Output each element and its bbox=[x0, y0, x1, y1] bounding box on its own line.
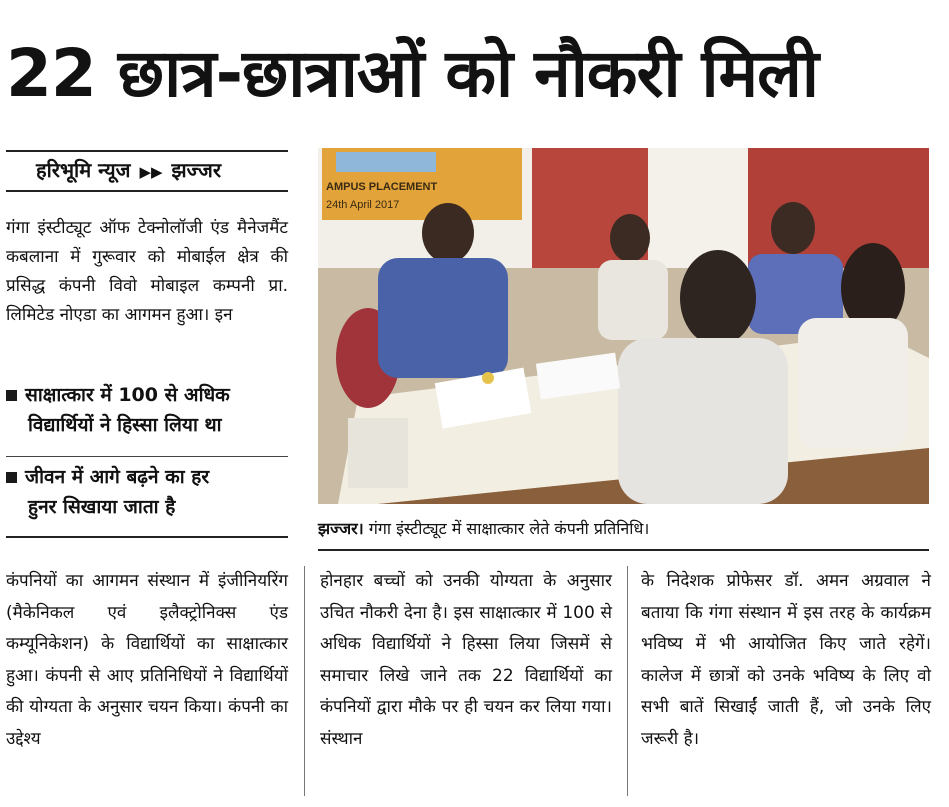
column-divider bbox=[627, 566, 628, 796]
byline-top-rule bbox=[6, 150, 288, 152]
byline-bottom-rule bbox=[6, 190, 288, 192]
banner-line1: AMPUS PLACEMENT bbox=[326, 181, 438, 193]
highlight-line: साक्षात्कार में 100 से अधिक bbox=[25, 384, 230, 406]
byline-arrow-icon: ▶▶ bbox=[139, 163, 163, 181]
column-text: होनहार बच्चों को उनकी योग्यता के अनुसार उचित नौकरी देना है। इस साक्षात्कार में 100 से अधिक विद्यार्थियों ने हिस्सा लिया जिसमें से समाचार लिखे जाने तक 22 विद्यार्थियों का कंपनियों द्वारा मौके पर ही चयन कर लिया गया। संस्थान bbox=[320, 571, 612, 749]
bullet-square-icon bbox=[6, 390, 17, 401]
caption-place: झज्जर। bbox=[318, 519, 364, 538]
article-column bbox=[6, 566, 288, 755]
headline: 22 छात्र-छात्राओं को नौकरी मिली bbox=[6, 35, 818, 112]
article-column bbox=[641, 566, 931, 755]
interview-scene-illustration bbox=[318, 148, 929, 504]
column-text: कंपनियों का आगमन संस्थान में इंजीनियरिंग (मैकेनिकल एवं इलैक्ट्रोनिक्स एंड कम्यूनिकेशन) के विद्यार्थियों का साक्षात्कार हुआ। कंपनी से आए प्रतिनिधियों ने विद्यार्थियों की योग्यता के अनुसार चयन किया। कंपनी का उद्देश्य bbox=[6, 571, 288, 749]
byline bbox=[36, 154, 288, 186]
highlight-line: जीवन में आगे बढ़ने का हर bbox=[25, 466, 210, 488]
photo-caption bbox=[318, 515, 929, 543]
column-divider bbox=[304, 566, 305, 796]
banner-line2: 24th April 2017 bbox=[326, 199, 400, 211]
highlight-divider bbox=[6, 456, 288, 457]
bullet-square-icon bbox=[6, 472, 17, 483]
intro-paragraph bbox=[6, 214, 288, 330]
column-text: के निदेशक प्रोफेसर डॉ. अमन अग्रवाल ने बताया कि गंगा संस्थान में इस तरह के कार्यक्रम भविष्य में भी आयोजित किए जाते रहेगें। कालेज में छात्रों को उनके भविष्य के लिए वो सभी बातें सिखाईं जाती हैं, जो उनके लिए जरूरी है। bbox=[641, 571, 931, 749]
highlight-item bbox=[6, 380, 288, 440]
byline-source: हरिभूमि न्यूज bbox=[36, 158, 131, 182]
highlight-line: विद्यार्थियों ने हिस्सा लिया था bbox=[28, 414, 222, 436]
byline-place: झज्जर bbox=[171, 158, 222, 182]
intro-text: गंगा इंस्टीट्यूट ऑफ टेक्नोलॉजी एंड मैनेजमैंट कबलाना में गुरूवार को मोबाईल क्षेत्र की प्रसिद्ध कंपनी विवो मोबाइल कम्पनी प्रा. लिमिटेड नोएडा का आगमन हुआ। इन bbox=[6, 218, 288, 325]
highlight-line: हुनर सिखाया जाता है bbox=[28, 496, 176, 518]
news-photo bbox=[318, 148, 929, 504]
article-column bbox=[320, 566, 612, 755]
caption-text: गंगा इंस्टीट्यूट में साक्षात्कार लेते कंपनी प्रतिनिधि। bbox=[368, 519, 650, 538]
highlight-item bbox=[6, 462, 288, 522]
highlight-bottom-rule bbox=[6, 536, 288, 538]
caption-rule bbox=[318, 549, 929, 551]
